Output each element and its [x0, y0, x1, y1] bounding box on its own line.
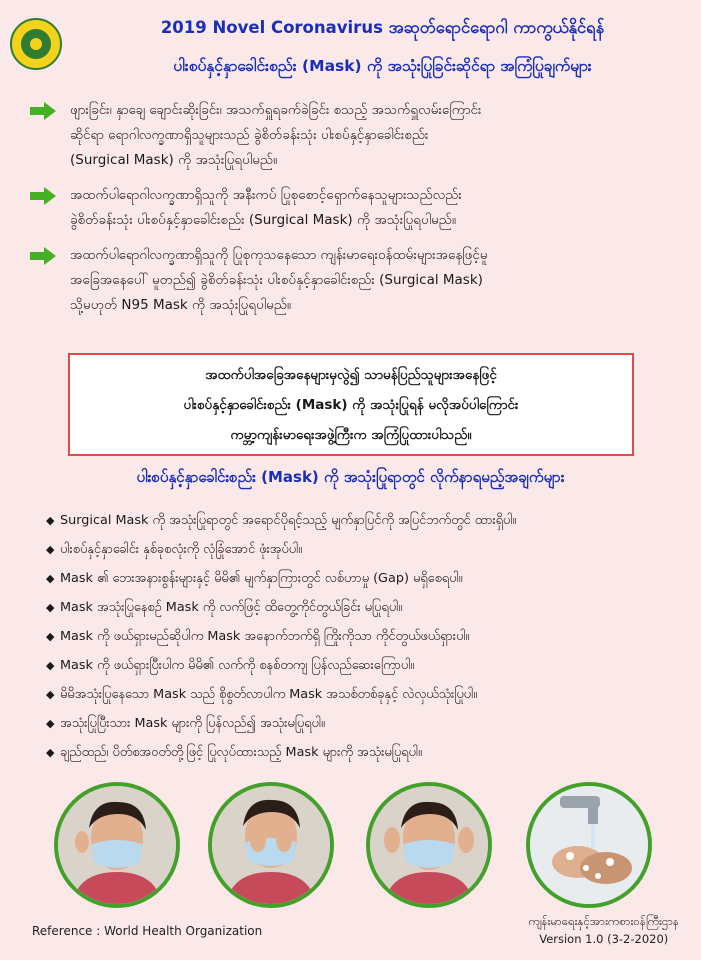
recommendation-line: ဆိုင်ရာ ရောဂါလက္ခဏာရှိသူများသည် ခွဲစိတ်ခန်းသုံး ပါးစပ်နှင့်နှာခေါင်းစည်း	[70, 127, 429, 143]
diamond-bullet-icon: ◆	[46, 717, 55, 730]
photo-wash-hands	[526, 782, 652, 908]
tip-item: ◆ မိမိအသုံးပြုနေသော Mask သည် စိုစွတ်လာပါက Mask အသစ်တစ်ခုနှင့် လဲလှယ်သုံးပြုပါ။	[46, 680, 686, 709]
recommendation-line: အထက်ပါရောဂါလက္ခဏာရှိသူကို ပြုစုကုသနေသော ကျန်းမာရေးဝန်ထမ်းများအနေဖြင့်မူ	[70, 247, 488, 263]
recommendation-item	[30, 98, 680, 173]
photo-remove-by-straps	[366, 782, 492, 908]
who-notice-box	[68, 353, 634, 456]
notice-line: အထက်ပါအခြေအနေများမှလွဲ၍ သာမန်ပြည်သူများအနေဖြင့်	[205, 367, 497, 383]
tip-item: ◆ Mask ကို ဖယ်ရှားပြီးပါက မိမိ၏ လက်ကို စနစ်တကျ ပြန်လည်ဆေးကြောပါ။	[46, 651, 686, 680]
page-title-line2: ပါးစပ်နှင့်နှာခေါင်းစည်း (Mask) ကို အသုံးပြုခြင်းဆိုင်ရာ အကြံပြုချက်များ	[173, 57, 592, 75]
ministry-name: ကျန်းမာရေးနှင့်အားကစားဝန်ကြီးဌာန	[528, 914, 679, 928]
diamond-bullet-icon: ◆	[46, 514, 55, 527]
tip-item: ◆ Mask အသုံးပြုနေစဉ် Mask ကို လက်ဖြင့် ထိတွေ့ကိုင်တွယ်ခြင်း မပြုရပါ။	[46, 593, 686, 622]
tip-item: ◆ Surgical Mask ကို အသုံးပြုရာတွင် အရောင်ပိုရင့်သည့် မျက်နှာပြင်ကို အပြင်ဘက်တွင် ထားရှိပါ။	[46, 506, 686, 535]
tips-title: ပါးစပ်နှင့်နှာခေါင်းစည်း (Mask) ကို အသုံးပြုရာတွင် လိုက်နာရမည့်အချက်များ	[136, 468, 565, 486]
recommendation-line: ဖျားခြင်း၊ နှာချေ ချောင်းဆိုးခြင်း၊ အသက်ရှူရခက်ခဲခြင်း စသည့် အသက်ရှူလမ်းကြောင်း	[70, 102, 482, 118]
recommendation-line: ခွဲစိတ်ခန်းသုံး ပါးစပ်နှင့်နှာခေါင်းစည်း (Surgical Mask) ကို အသုံးပြုရပါမည်။	[70, 212, 456, 228]
tip-item: ◆ Mask ကို ဖယ်ရှားမည်ဆိုပါက Mask အနောက်ဘက်ရှိ ကြိုးကိုသာ ကိုင်တွယ်ဖယ်ရှားပါ။	[46, 622, 686, 651]
photo-adjust-nose-clip	[208, 782, 334, 908]
page-title-line1: 2019 Novel Coronavirus အဆုတ်ရောင်ရောဂါ ကာကွယ်နိုင်ရန်	[160, 18, 605, 37]
diamond-bullet-icon: ◆	[46, 630, 55, 643]
tips-list	[46, 506, 686, 767]
notice-line: ကမ္ဘာ့ကျန်းမာရေးအဖွဲ့ကြီးက အကြံပြုထားပါသည်။	[230, 427, 472, 443]
recommendation-line: သို့မဟုတ် N95 Mask ကို အသုံးပြုရပါမည်။	[70, 297, 292, 313]
recommendation-line: အထက်ပါရောဂါလက္ခဏာရှိသူကို အနီးကပ် ပြုစုစောင့်ရှောက်နေသူများသည်လည်း	[70, 187, 462, 203]
recommendation-line: (Surgical Mask) ကို အသုံးပြုရပါမည်။	[70, 152, 278, 168]
ministry-signature	[529, 912, 679, 948]
version-label: Version 1.0 (3-2-2020)	[539, 932, 669, 946]
notice-line: ပါးစပ်နှင့်နှာခေါင်းစည်း (Mask) ကို အသုံးပြုရန် မလိုအပ်ပါကြောင်း	[183, 397, 519, 413]
reference-text: Reference : World Health Organization	[32, 924, 263, 938]
tip-item: ◆ အသုံးပြုပြီးသား Mask များကို ပြန်လည်၍ အသုံးမပြုရပါ။	[46, 709, 686, 738]
tip-item: ◆ ပါးစပ်နှင့်နှာခေါင်း နှစ်ခုစလုံးကို လုံခြုံအောင် ဖုံးအုပ်ပါ။	[46, 535, 686, 564]
green-arrow-icon	[30, 102, 56, 120]
ministry-logo-icon	[10, 18, 62, 70]
diamond-bullet-icon: ◆	[46, 746, 55, 759]
recommendation-list	[30, 92, 680, 328]
diamond-bullet-icon: ◆	[46, 659, 55, 672]
diamond-bullet-icon: ◆	[46, 572, 55, 585]
recommendation-item	[30, 183, 680, 233]
diamond-bullet-icon: ◆	[46, 601, 55, 614]
recommendation-line: အခြေအနေပေါ် မူတည်၍ ခွဲစိတ်ခန်းသုံး ပါးစပ်နှင့်နှာခေါင်းစည်း (Surgical Mask)	[70, 272, 483, 288]
green-arrow-icon	[30, 187, 56, 205]
photo-put-on-mask	[54, 782, 180, 908]
recommendation-item	[30, 243, 680, 318]
green-arrow-icon	[30, 247, 56, 265]
tip-item: ◆ Mask ၏ ဘေးအနားစွန်းများနှင့် မိမိ၏ မျက်နှာကြားတွင် လစ်ဟာမှု (Gap) မရှိစေရပါ။	[46, 564, 686, 593]
diamond-bullet-icon: ◆	[46, 688, 55, 701]
header	[0, 0, 701, 92]
tip-item: ◆ ချည်ထည်၊ ပိတ်စအဝတ်တို့ဖြင့် ပြုလုပ်ထားသည့် Mask များကို အသုံးမပြုရပါ။	[46, 738, 686, 767]
diamond-bullet-icon: ◆	[46, 543, 55, 556]
